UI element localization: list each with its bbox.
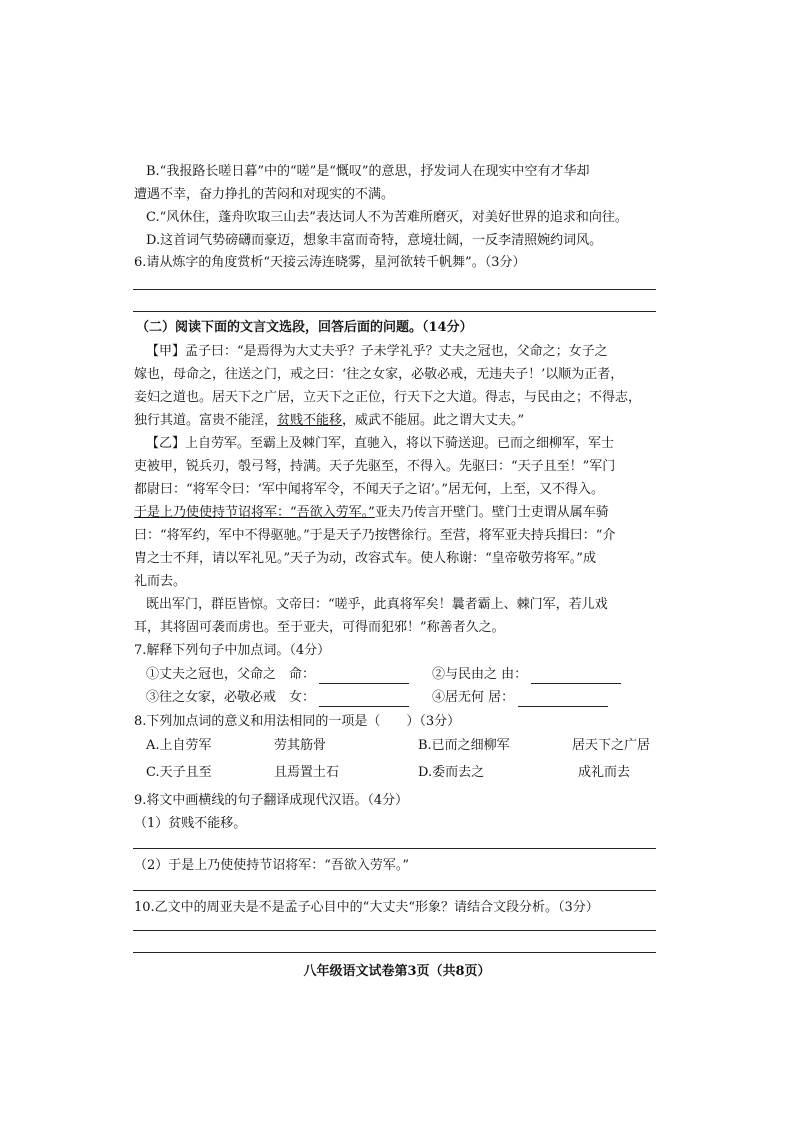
q7-blank-1[interactable] [319, 669, 409, 684]
answer-line-10b[interactable] [133, 952, 656, 953]
q7-blank-4[interactable] [518, 692, 608, 707]
passage-yi-line2: 吏被甲，锐兵刃，彀弓弩，持满。天子先驱至，不得入。先驱曰：“天子且至！”军门 [134, 459, 616, 474]
q7-item-1 [146, 666, 409, 684]
passage-jia-line4 [134, 412, 659, 430]
answer-line-6b[interactable] [133, 311, 656, 312]
passage-jia-line2: 嫁也，母命之，往送之门，戒之曰：‘往之女家，必敬必戒，无违夫子！’以顺为正者， [134, 367, 624, 382]
q7-item-3 [146, 689, 409, 707]
passage-jia-line1: 【甲】孟子曰：“是焉得为大丈夫乎？子未学礼乎？丈夫之冠也，父命之；女子之 [146, 344, 608, 359]
passage-yi-line3: 都尉曰：“将军令曰：‘军中闻将军令，不闻天子之诏’。”居无何，上至，又不得入。 [134, 482, 605, 497]
q8-option-b1: B.已而之细柳军 [418, 738, 510, 753]
passage-jia-line3: 妾妇之道也。居天下之广居，立天下之正位，行天下之大道。得志，与民由之；不得志， [134, 390, 642, 405]
q7-item-1-text: ①丈夫之冠也，父命之 命： [146, 667, 316, 682]
question-7: 7.解释下列句子中加点词。（4分） [134, 643, 331, 658]
underlined-sentence-1: 贫贱不能移 [277, 413, 343, 428]
q7-blank-2[interactable] [531, 669, 621, 684]
section-2-title: （二）阅读下面的文言文选段，回答后面的问题。（14分） [136, 320, 473, 335]
q7-item-4-text: ④居无何 居： [432, 690, 515, 705]
q7-blank-3[interactable] [319, 692, 409, 707]
q8-option-c2: 且焉置土石 [274, 765, 340, 780]
q7-item-2-text: ②与民由之 由： [432, 667, 528, 682]
passage-yi-line1: 【乙】上自劳军。至霸上及棘门军，直驰入，将以下骑送迎。已而之细柳军，军士 [146, 436, 615, 451]
q8-option-c1: C.天子且至 [146, 765, 212, 780]
answer-line-10a[interactable] [133, 930, 656, 931]
q9-sentence-1: （1）贫贱不能移。 [134, 816, 247, 831]
passage-yi-line7: 礼而去。 [134, 574, 187, 589]
jia-l4-a: 独行其道。富贵不能淫， [134, 413, 278, 428]
passage-yi-line4 [134, 504, 659, 522]
q7-item-2 [432, 666, 621, 684]
option-b-line1: B.“我报路长嗟日暮”中的“嗟”是“慨叹”的意思，抒发词人在现实中空有才华却 [146, 164, 590, 179]
question-6: 6.请从炼字的角度赏析“天接云涛连晓雾，星河欲转千帆舞”。（3分） [134, 255, 526, 270]
option-c: C.“风休住，蓬舟吹取三山去”表达词人不为苦难所磨灭，对美好世界的追求和向往。 [146, 210, 628, 225]
question-9: 9.将文中画横线的句子翻译成现代汉语。（4分） [134, 793, 409, 808]
passage-yi-line8: 既出军门，群臣皆惊。文帝曰：“嗟乎，此真将军矣！曩者霸上、棘门军，若儿戏 [146, 597, 608, 612]
q8-option-b2: 居天下之广居 [572, 738, 651, 753]
answer-line-9b[interactable] [133, 890, 656, 891]
option-b-line2: 遭遇不幸，奋力挣扎的苦闷和对现实的不满。 [134, 187, 395, 202]
q9-sentence-2: （2）于是上乃使使持节诏将军：“吾欲入劳军。” [134, 858, 410, 873]
q7-item-4 [432, 689, 608, 707]
option-d: D.这首词气势磅礴而豪迈，想象丰富而奇特，意境壮阔，一反李清照婉约词风。 [146, 233, 603, 248]
answer-line-9a[interactable] [133, 848, 656, 849]
passage-yi-line5: 曰：“将军约，军中不得驱驰。”于是天子乃按辔徐行。至营，将军亚夫持兵揖曰：“介 [134, 528, 616, 543]
yi-l4-b: 亚夫乃传言开壁门。壁门士吏谓从属车骑 [374, 505, 609, 520]
q8-option-a2: 劳其筋骨 [274, 738, 327, 753]
q8-option-d2: 成礼而去 [578, 765, 631, 780]
passage-yi-line9: 耳，其将固可袭而虏也。至于亚夫，可得而犯邪！”称善者久之。 [134, 620, 505, 635]
jia-l4-b: ，威武不能屈。此之谓大丈夫。” [342, 413, 525, 428]
q8-option-d1: D.委而去之 [418, 765, 485, 780]
answer-line-6a[interactable] [133, 289, 656, 290]
underlined-sentence-2: 于是上乃使使持节诏将军：“吾欲入劳军。” [134, 505, 375, 520]
page-footer: 八年级语文试卷第3页（共8页） [303, 964, 491, 979]
question-10: 10.乙文中的周亚夫是不是孟子心目中的“大丈夫“形象？请结合文段分析。（3分） [134, 900, 599, 915]
passage-yi-line6: 胄之士不拜，请以军礼见。”天子为动，改容式车。使人称谢：“皇帝敬劳将军。”成 [134, 551, 596, 566]
question-8: 8.下列加点词的意义和用法相同的一项是（ ）（3分） [134, 714, 461, 729]
q8-option-a1: A.上自劳军 [146, 738, 212, 753]
q7-item-3-text: ③往之女家，必敬必戒 女： [146, 690, 316, 705]
